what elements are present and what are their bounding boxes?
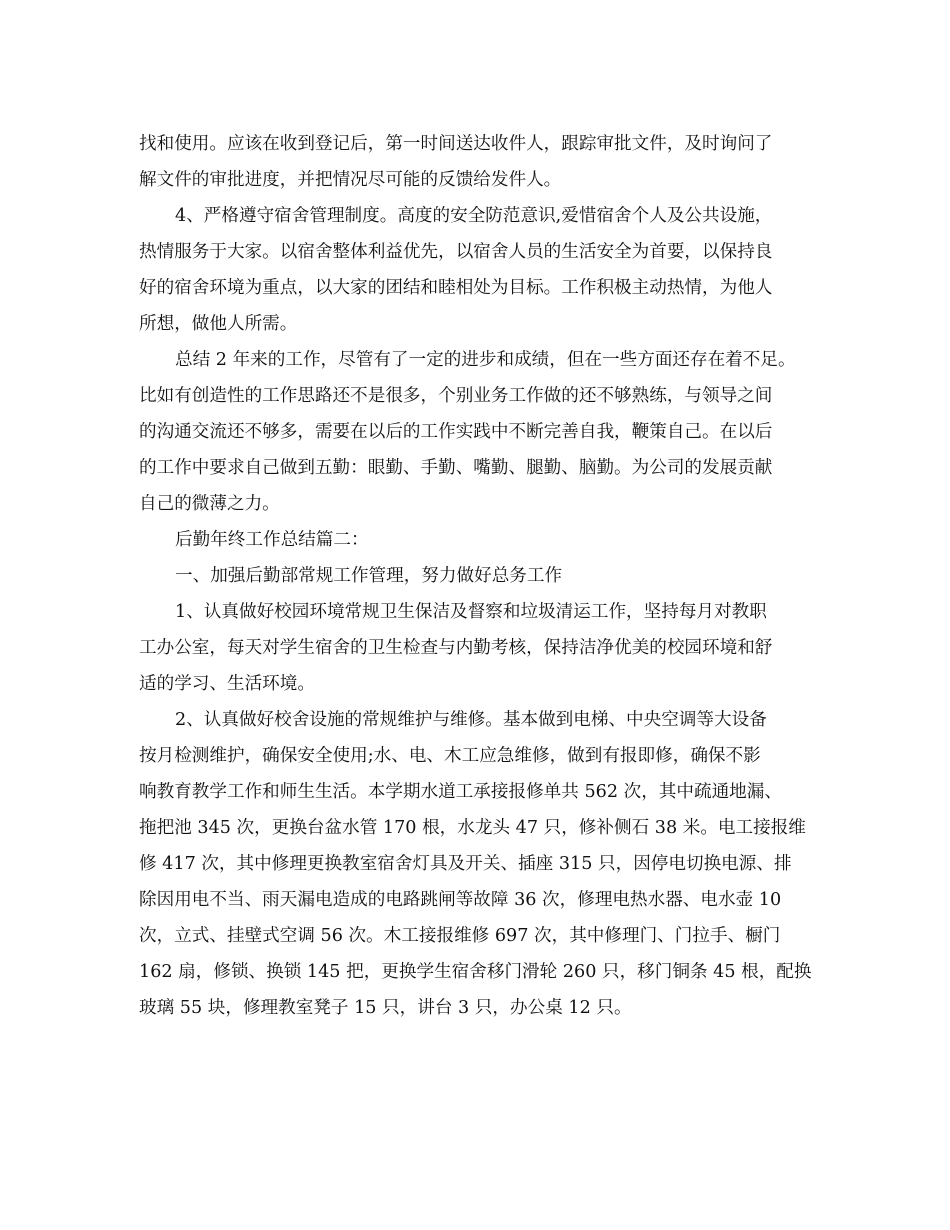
text-line: 响教育教学工作和师生生活。本学期水道工承接报修单共 562 次，其中疏通地漏、 — [139, 782, 782, 802]
subsection-heading: 一、加强后勤部常规工作管理，努力做好总务工作 — [175, 566, 563, 586]
text-line: 4、严格遵守宿舍管理制度。高度的安全防范意识,爱惜宿舍个人及公共设施， — [175, 206, 773, 226]
text-line: 拖把池 345 次，更换台盆水管 170 根，水龙头 47 只，修补侧石 38 米。电工接报维 — [139, 818, 806, 838]
text-line: 自己的微薄之力。 — [139, 494, 280, 514]
text-line: 的工作中要求自己做到五勤：眼勤、手勤、嘴勤、腿勤、脑勤。为公司的发展贡献 — [139, 458, 773, 478]
text-line: 除因用电不当、雨天漏电造成的电路跳闸等故障 36 次，修理电热水器、电水壶 10 — [139, 890, 782, 910]
text-line: 次，立式、挂壁式空调 56 次。木工接报维修 697 次，其中修理门、门拉手、橱门 — [139, 926, 781, 946]
text-line: 解文件的审批进度，并把情况尽可能的反馈给发件人。 — [139, 170, 562, 190]
text-line: 162 扇，修锁、换锁 145 把，更换学生宿舍移门滑轮 260 只，移门铜条 45 根，配换 — [139, 962, 812, 982]
text-line: 所想，做他人所需。 — [139, 314, 298, 334]
text-line: 总结 2 年来的工作，尽管有了一定的进步和成绩，但在一些方面还存在着不足。 — [175, 350, 796, 370]
text-line: 找和使用。应该在收到登记后，第一时间送达收件人，跟踪审批文件，及时询问了 — [139, 134, 773, 154]
text-line: 玻璃 55 块，修理教室凳子 15 只，讲台 3 只，办公桌 12 只。 — [139, 998, 632, 1018]
text-line: 2、认真做好校舍设施的常规维护与维修。基本做到电梯、中央空调等大设备 — [175, 710, 767, 730]
text-line: 工办公室，每天对学生宿舍的卫生检查与内勤考核，保持洁净优美的校园环境和舒 — [139, 638, 773, 658]
section-heading: 后勤年终工作总结篇二： — [175, 530, 369, 550]
text-line: 的沟通交流还不够多，需要在以后的工作实践中不断完善自我，鞭策自己。在以后 — [139, 422, 773, 442]
text-line: 适的学习、生活环境。 — [139, 674, 315, 694]
text-line: 好的宿舍环境为重点，以大家的团结和睦相处为目标。工作积极主动热情，为他人 — [139, 278, 773, 298]
text-line: 热情服务于大家。以宿舍整体利益优先，以宿舍人员的生活安全为首要，以保持良 — [139, 242, 773, 262]
text-line: 修 417 次，其中修理更换教室宿舍灯具及开关、插座 315 只，因停电切换电源、排 — [139, 854, 792, 874]
text-line: 比如有创造性的工作思路还不是很多，个别业务工作做的还不够熟练，与领导之间 — [139, 386, 773, 406]
text-line: 1、认真做好校园环境常规卫生保洁及督察和垃圾清运工作，坚持每月对教职 — [175, 602, 767, 622]
text-line: 按月检测维护，确保安全使用;水、电、木工应急维修，做到有报即修，确保不影 — [139, 746, 761, 766]
